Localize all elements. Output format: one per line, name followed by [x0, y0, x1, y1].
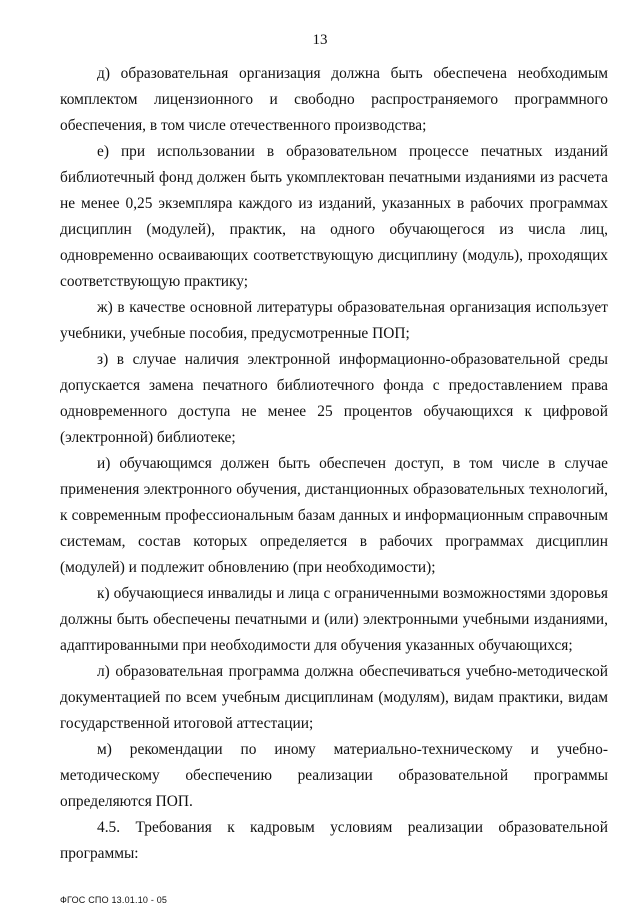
paragraph-z: з) в случае наличия электронной информационно-образовательной среды допускается замена печатного библиотечного фонда с предоставлением права одновременного доступа не менее 25 процентов обучающихся к цифровой (электронной) библиотеке;	[60, 351, 608, 446]
section-heading-4-5: 4.5. Требования к кадровым условиям реализации образовательной программы:	[60, 819, 608, 862]
document-body	[60, 61, 608, 867]
document-footer: ФГОС СПО 13.01.10 - 05	[60, 895, 168, 905]
paragraph-i: и) обучающимся должен быть обеспечен доступ, в том числе в случае применения электронного обучения, дистанционных образовательных технологий, к современным профессиональным базам данных и информационным справочным системам, состав которых определяется в рабочих программах дисциплин (модулей) и подлежит обновлению (при необходимости);	[60, 455, 608, 576]
page-number: 13	[312, 32, 328, 48]
paragraph-m: м) рекомендации по иному материально-техническому и учебно-методическому обеспечению реализации образовательной программы определяются ПОП.	[60, 741, 608, 810]
paragraph-zh: ж) в качестве основной литературы образовательная организация использует учебники, учебные пособия, предусмотренные ПОП;	[60, 299, 608, 342]
paragraph-k: к) обучающиеся инвалиды и лица с ограниченными возможностями здоровья должны быть обеспечены печатными и (или) электронными учебными изданиями, адаптированными при необходимости для обучения указанных обучающихся;	[60, 585, 608, 654]
paragraph-d: д) образовательная организация должна быть обеспечена необходимым комплектом лицензионного и свободно распространяемого программного обеспечения, в том числе отечественного производства;	[60, 65, 608, 134]
paragraph-l: л) образовательная программа должна обеспечиваться учебно-методической документацией по всем учебным дисциплинам (модулям), видам практики, видам государственной итоговой аттестации;	[60, 663, 608, 732]
paragraph-e: е) при использовании в образовательном процессе печатных изданий библиотечный фонд должен быть укомплектован печатными изданиями из расчета не менее 0,25 экземпляра каждого из изданий, указанных в рабочих программах дисциплин (модулей), практик, на одного обучающегося из числа лиц, одновременно осваивающих соответствующую дисциплину (модуль), проходящих соответствующую практику;	[60, 143, 608, 290]
